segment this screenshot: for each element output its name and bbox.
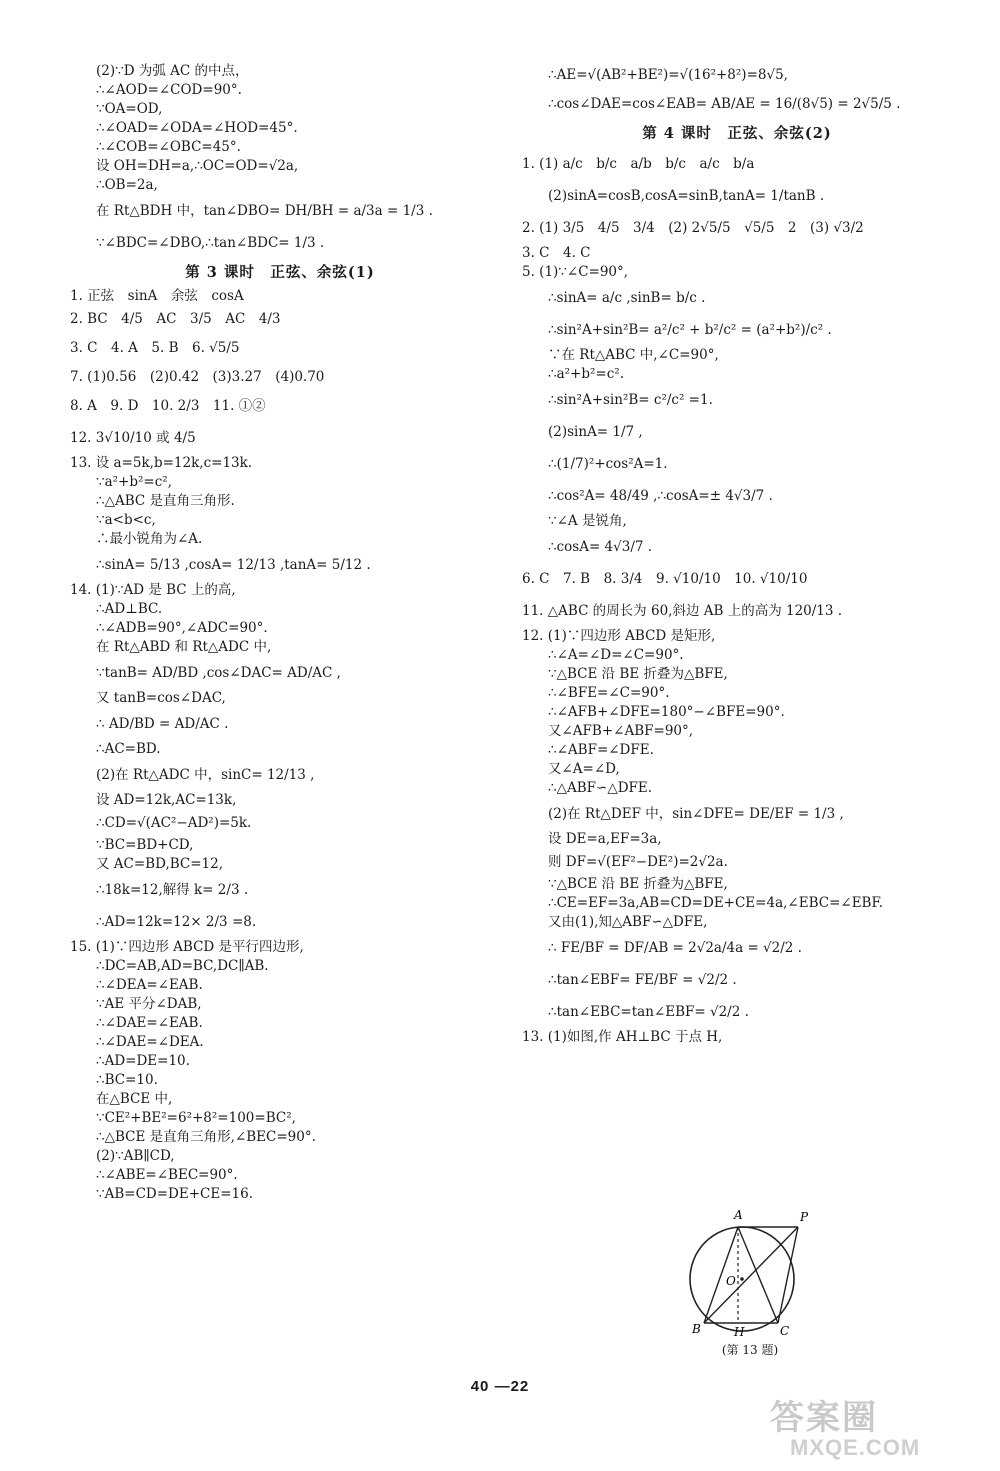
label-b: B [692,1322,701,1336]
answer-line: 12. (1)∵四边形 ABCD 是矩形, [522,628,716,644]
answer-line: 12. 3√10/10 或 4/5 [70,430,196,446]
answer-line: ∴∠DAE=∠EAB. [96,1015,203,1031]
answer-line: 2. BC 4/5 AC 3/5 AC 4/3 [70,311,281,327]
answer-line: ∴AC=BD. [96,741,161,757]
answer-line: 则 DF=√(EF²−DE²)=2√2a. [548,854,728,870]
answer-line: 2. (1) 3/5 4/5 3/4 (2) 2√5/5 √5/5 2 (3) √3/2 [522,220,864,236]
figure-caption: (第 13 题) [721,1343,779,1357]
answer-line: ∴sin²A+sin²B= a²/c² + b²/c² = (a²+b²)/c² . [548,322,832,338]
answer-line: ∴18k=12,解得 k= 2/3 . [96,882,249,898]
answer-line: 3. C 4. C [522,245,591,261]
answer-line: ∴∠DAE=∠DEA. [96,1034,204,1050]
answer-line: ∵tanB= AD/BD ,cos∠DAC= AD/AC , [96,665,341,681]
answer-line: 13. (1)如图,作 AH⊥BC 于点 H, [522,1029,723,1045]
watermark-logo: 答案圈 [770,1399,878,1437]
answer-line: ∴∠A=∠D=∠C=90°. [548,647,684,663]
answer-line: 1. (1) a/c b/c a/b b/c a/c b/a [522,156,755,172]
answer-line: (2)∵D 为弧 AC 的中点， [96,63,249,79]
answer-line: (2)sinA=cosB,cosA=sinB,tanA= 1/tanB . [548,188,825,204]
answer-line: ∴sinA= 5/13 ,cosA= 12/13 ,tanA= 5/12 . [96,557,371,573]
answer-line: ∴△ABC 是直角三角形. [96,493,235,509]
label-a: A [734,1208,743,1222]
answer-line: 7. (1)0.56 (2)0.42 (3)3.27 (4)0.70 [70,369,325,385]
answer-line: 又 AC=BD,BC=12, [96,856,224,872]
answer-line: 在 Rt△BDH 中，tan∠DBO= DH/BH = a/3a = 1/3 . [96,203,433,219]
answer-line: ∵a²+b²=c², [96,474,172,490]
answer-line: 在 Rt△ABD 和 Rt△ADC 中, [96,639,272,655]
answer-line: ∴cos∠DAE=cos∠EAB= AB/AE = 16/(8√5) = 2√5/5 . [548,96,901,112]
label-h: H [734,1325,745,1337]
answer-line: 8. A 9. D 10. 2/3 11. ①② [70,398,266,414]
answer-line: 又 tanB=cos∠DAC, [96,690,226,706]
answer-line: ∵OA=OD, [96,101,163,117]
label-c: C [780,1324,790,1337]
answer-line: 5. (1)∵∠C=90°, [522,264,629,280]
answer-line: 11. △ABC 的周长为 60,斜边 AB 上的高为 120/13 . [522,603,843,619]
label-o: O [726,1274,736,1288]
answer-line: ∴OB=2a, [96,177,158,193]
answer-line: ∴最小锐角为∠A. [96,531,203,547]
answer-line: ∴∠OAD=∠ODA=∠HOD=45°. [96,120,298,136]
answer-line: ∴CD=√(AC²−AD²)=5k. [96,815,252,831]
section-title: 第 4 课时 正弦、余弦(2) [642,125,832,142]
answer-line: ∵AE 平分∠DAB, [96,996,202,1012]
answer-line: ∴∠COB=∠OBC=45°. [96,139,241,155]
answer-line: ∵△BCE 沿 BE 折叠为△BFE, [548,666,728,682]
answer-line: ∴tan∠EBF= FE/BF = √2/2 . [548,972,737,988]
watermark-url: MXQE.COM [790,1435,921,1460]
answer-line: ∴tan∠EBC=tan∠EBF= √2/2 . [548,1004,749,1020]
answer-line: ∵∠BDC=∠DBO,∴tan∠BDC= 1/3 . [96,235,325,251]
answer-line: ∴AE=√(AB²+BE²)=√(16²+8²)=8√5, [548,67,788,83]
answer-line: (2)在 Rt△ADC 中，sinC= 12/13 , [96,767,315,783]
answer-line: 14. (1)∵AD 是 BC 上的高, [70,582,236,598]
answer-line: 13. 设 a=5k,b=12k,c=13k. [70,455,253,471]
answer-line: 6. C 7. B 8. 3/4 9. √10/10 10. √10/10 [522,571,808,587]
answer-line: ∵CE²+BE²=6²+8²=100=BC², [96,1110,296,1126]
answer-line: 设 AD=12k,AC=13k, [96,792,237,808]
answer-line: 又∠AFB+∠ABF=90°, [548,723,694,739]
answer-line: ∵∠A 是锐角, [548,513,627,529]
answer-line: ∵a<b<c, [96,512,156,528]
answer-line: ∴∠ABF=∠DFE. [548,742,654,758]
answer-line: (2)在 Rt△DEF 中，sin∠DFE= DE/EF = 1/3 , [548,806,844,822]
answer-line: ∴DC=AB,AD=BC,DC∥AB. [96,958,269,974]
answer-line: ∴∠ABE=∠BEC=90°. [96,1167,238,1183]
circle-diagram [680,1205,820,1337]
left-column [70,62,490,1204]
answer-line: ∴CE=EF=3a,AB=CD=DE+CE=4a,∠EBC=∠EBF. [548,895,884,911]
answer-line: ∴△BCE 是直角三角形,∠BEC=90°. [96,1129,316,1145]
answer-line: ∴ FE/BF = DF/AB = 2√2a/4a = √2/2 . [548,940,802,956]
answer-line: ∴∠AOD=∠COD=90°. [96,82,242,98]
answer-line: 3. C 4. A 5. B 6. √5/5 [70,340,240,356]
answer-line: ∵△BCE 沿 BE 折叠为△BFE, [548,876,728,892]
answer-line: 又∠A=∠D, [548,761,620,777]
section-title: 第 3 课时 正弦、余弦(1) [185,264,375,281]
answer-line: 设 OH=DH=a,∴OC=OD=√2a, [96,158,299,174]
answer-line: ∴∠ADB=90°,∠ADC=90°. [96,620,268,636]
answer-line: 又由(1),知△ABF∽△DFE, [548,914,708,930]
answer-line: ∵AB=CD=DE+CE=16. [96,1186,253,1202]
answer-line: ∴ AD/BD = AD/AC . [96,716,229,732]
answer-line: (2)∵AB∥CD, [96,1148,175,1164]
answer-line: ∴AD=12k=12× 2/3 =8. [96,914,257,930]
figure-13 [680,1205,820,1358]
answer-line: ∴sin²A+sin²B= c²/c² =1. [548,392,713,408]
answer-line: ∴△ABF∽△DFE. [548,780,653,796]
page-number: 40 —22 [470,1378,530,1395]
answer-line: 设 DE=a,EF=3a, [548,831,662,847]
label-p: P [800,1210,809,1224]
answer-line: 在△BCE 中, [96,1091,173,1107]
answer-line: ∵BC=BD+CD, [96,837,194,853]
right-column [522,62,952,1047]
answer-line: ∴(1/7)²+cos²A=1. [548,456,668,472]
answer-line: ∴∠AFB+∠DFE=180°−∠BFE=90°. [548,704,785,720]
answer-line: 15. (1)∵四边形 ABCD 是平行四边形, [70,939,304,955]
answer-line: ∴BC=10. [96,1072,158,1088]
answer-line: ∴AD⊥BC. [96,601,163,617]
answer-line: (2)sinA= 1/7 , [548,424,643,440]
answer-line: 1. 正弦 sinA 余弦 cosA [70,288,244,304]
answer-line: ∴cosA= 4√3/7 . [548,539,653,555]
answer-line: ∴a²+b²=c². [548,366,624,382]
answer-line: ∴∠BFE=∠C=90°. [548,685,670,701]
answer-line: ∴cos²A= 48/49 ,∴cosA=± 4√3/7 . [548,488,773,504]
answer-line: ∴sinA= a/c ,sinB= b/c . [548,290,706,306]
answer-line: ∴∠DEA=∠EAB. [96,977,203,993]
answer-line: ∴AD=DE=10. [96,1053,190,1069]
answer-line: ∵在 Rt△ABC 中,∠C=90°, [548,347,719,363]
